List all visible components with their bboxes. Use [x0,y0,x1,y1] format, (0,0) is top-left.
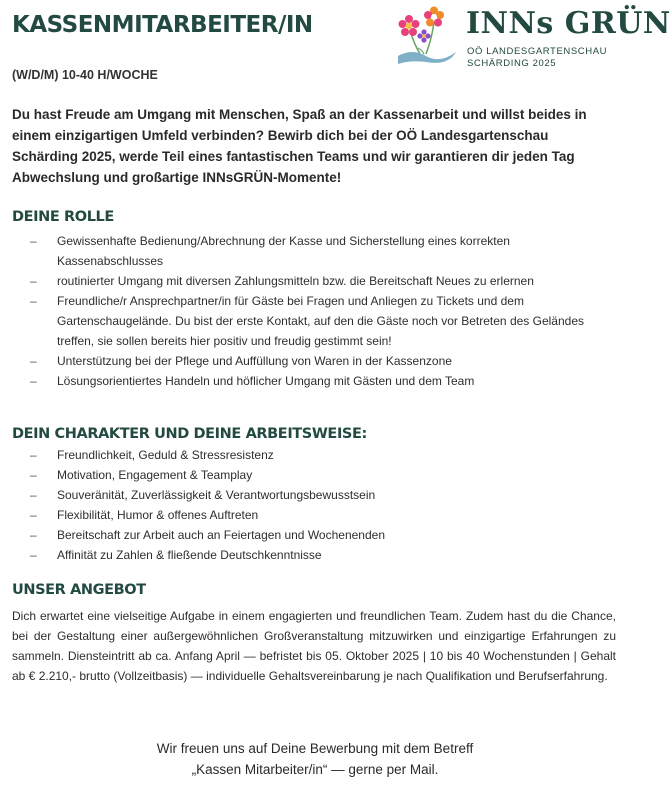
role-list [30,231,610,391]
role-item: – Unterstützung bei der Pflege und Auffüllung von Waren in der Kassenzone [30,351,610,371]
closing-line-1: Wir freuen uns auf Deine Bewerbung mit dem Betreff [156,741,474,756]
character-heading: DEIN CHARAKTER UND DEINE ARBEITSWEISE: [12,426,367,442]
job-title: KASSENMITARBEITER/IN [12,12,313,38]
character-item: – Motivation, Engagement & Teamplay [30,465,610,485]
logo [396,4,671,72]
role-item: – Gewissenhafte Bedienung/Abrechnung der Kasse und Sicherstellung eines korrekten Kassenabschlusses [30,231,610,271]
offer-text: Dich erwartet eine vielseitige Aufgabe in einem engagierten und freundlichen Team. Zudem hast du die Chance, bei der Gestaltung einer außergewöhnlichen Großveranstaltung mitzuwirken und einzigartige Erfahrungen zu sammeln. Diensteintritt ab ca. Anfang April — befristet bis 05. Oktober 2025 | 10 bis 40 Wochenstunden | Gehalt ab € 2.210,- brutto (Vollzeitbasis) — individuelle Gehaltsvereinbarung je nach Qualifikation und Berufserfahrung. [12,609,616,683]
role-heading: DEINE ROLLE [12,209,114,225]
logo-location: SCHÄRDING 2025 [467,58,557,69]
intro-text: Du hast Freude am Umgang mit Menschen, Spaß an der Kassenarbeit und willst beides in einem einzigartigen Umfeld verbinden? Bewirb dich bei der OÖ Landesgartenschau Schärding 2025, werde Teil eines fantastischen Teams und wir garantieren dir jeden Tag Abwechslung und großartige INNsGRÜN-Momente! [12,107,587,185]
job-subtitle: (W/D/M) 10-40 H/WOCHE [12,68,158,82]
logo-name: INNs GRÜN [466,6,671,41]
logo-tagline: OÖ LANDESGARTENSCHAU [467,46,608,57]
character-list [30,445,610,565]
closing-message [0,738,630,780]
role-item: – routinierter Umgang mit diversen Zahlungsmitteln bzw. die Bereitschaft Neues zu erlernen [30,271,610,291]
offer-heading: UNSER ANGEBOT [12,582,146,598]
character-item: – Affinität zu Zahlen & fließende Deutschkenntnisse [30,545,610,565]
role-item: – Lösungsorientiertes Handeln und höflicher Umgang mit Gästen und dem Team [30,371,610,391]
character-item: – Souveränität, Zuverlässigkeit & Verantwortungsbewusstsein [30,485,610,505]
character-item: – Bereitschaft zur Arbeit auch an Feiertagen und Wochenenden [30,525,610,545]
closing-line-2: „Kassen Mitarbeiter/in“ — gerne per Mail. [191,762,439,777]
role-item: – Freundliche/r Ansprechpartner/in für Gäste bei Fragen und Anliegen zu Tickets und dem Gartenschaugelände. Du bist der erste Kontakt, auf den die Gäste noch vor Betreten des Geländes treffen, sie sollen bereits hier positiv und freudig gestimmt sein! [30,291,610,351]
character-item: – Freundlichkeit, Geduld & Stressresistenz [30,445,610,465]
character-item: – Flexibilität, Humor & offenes Auftreten [30,505,610,525]
flower-logo-icon [396,4,460,72]
